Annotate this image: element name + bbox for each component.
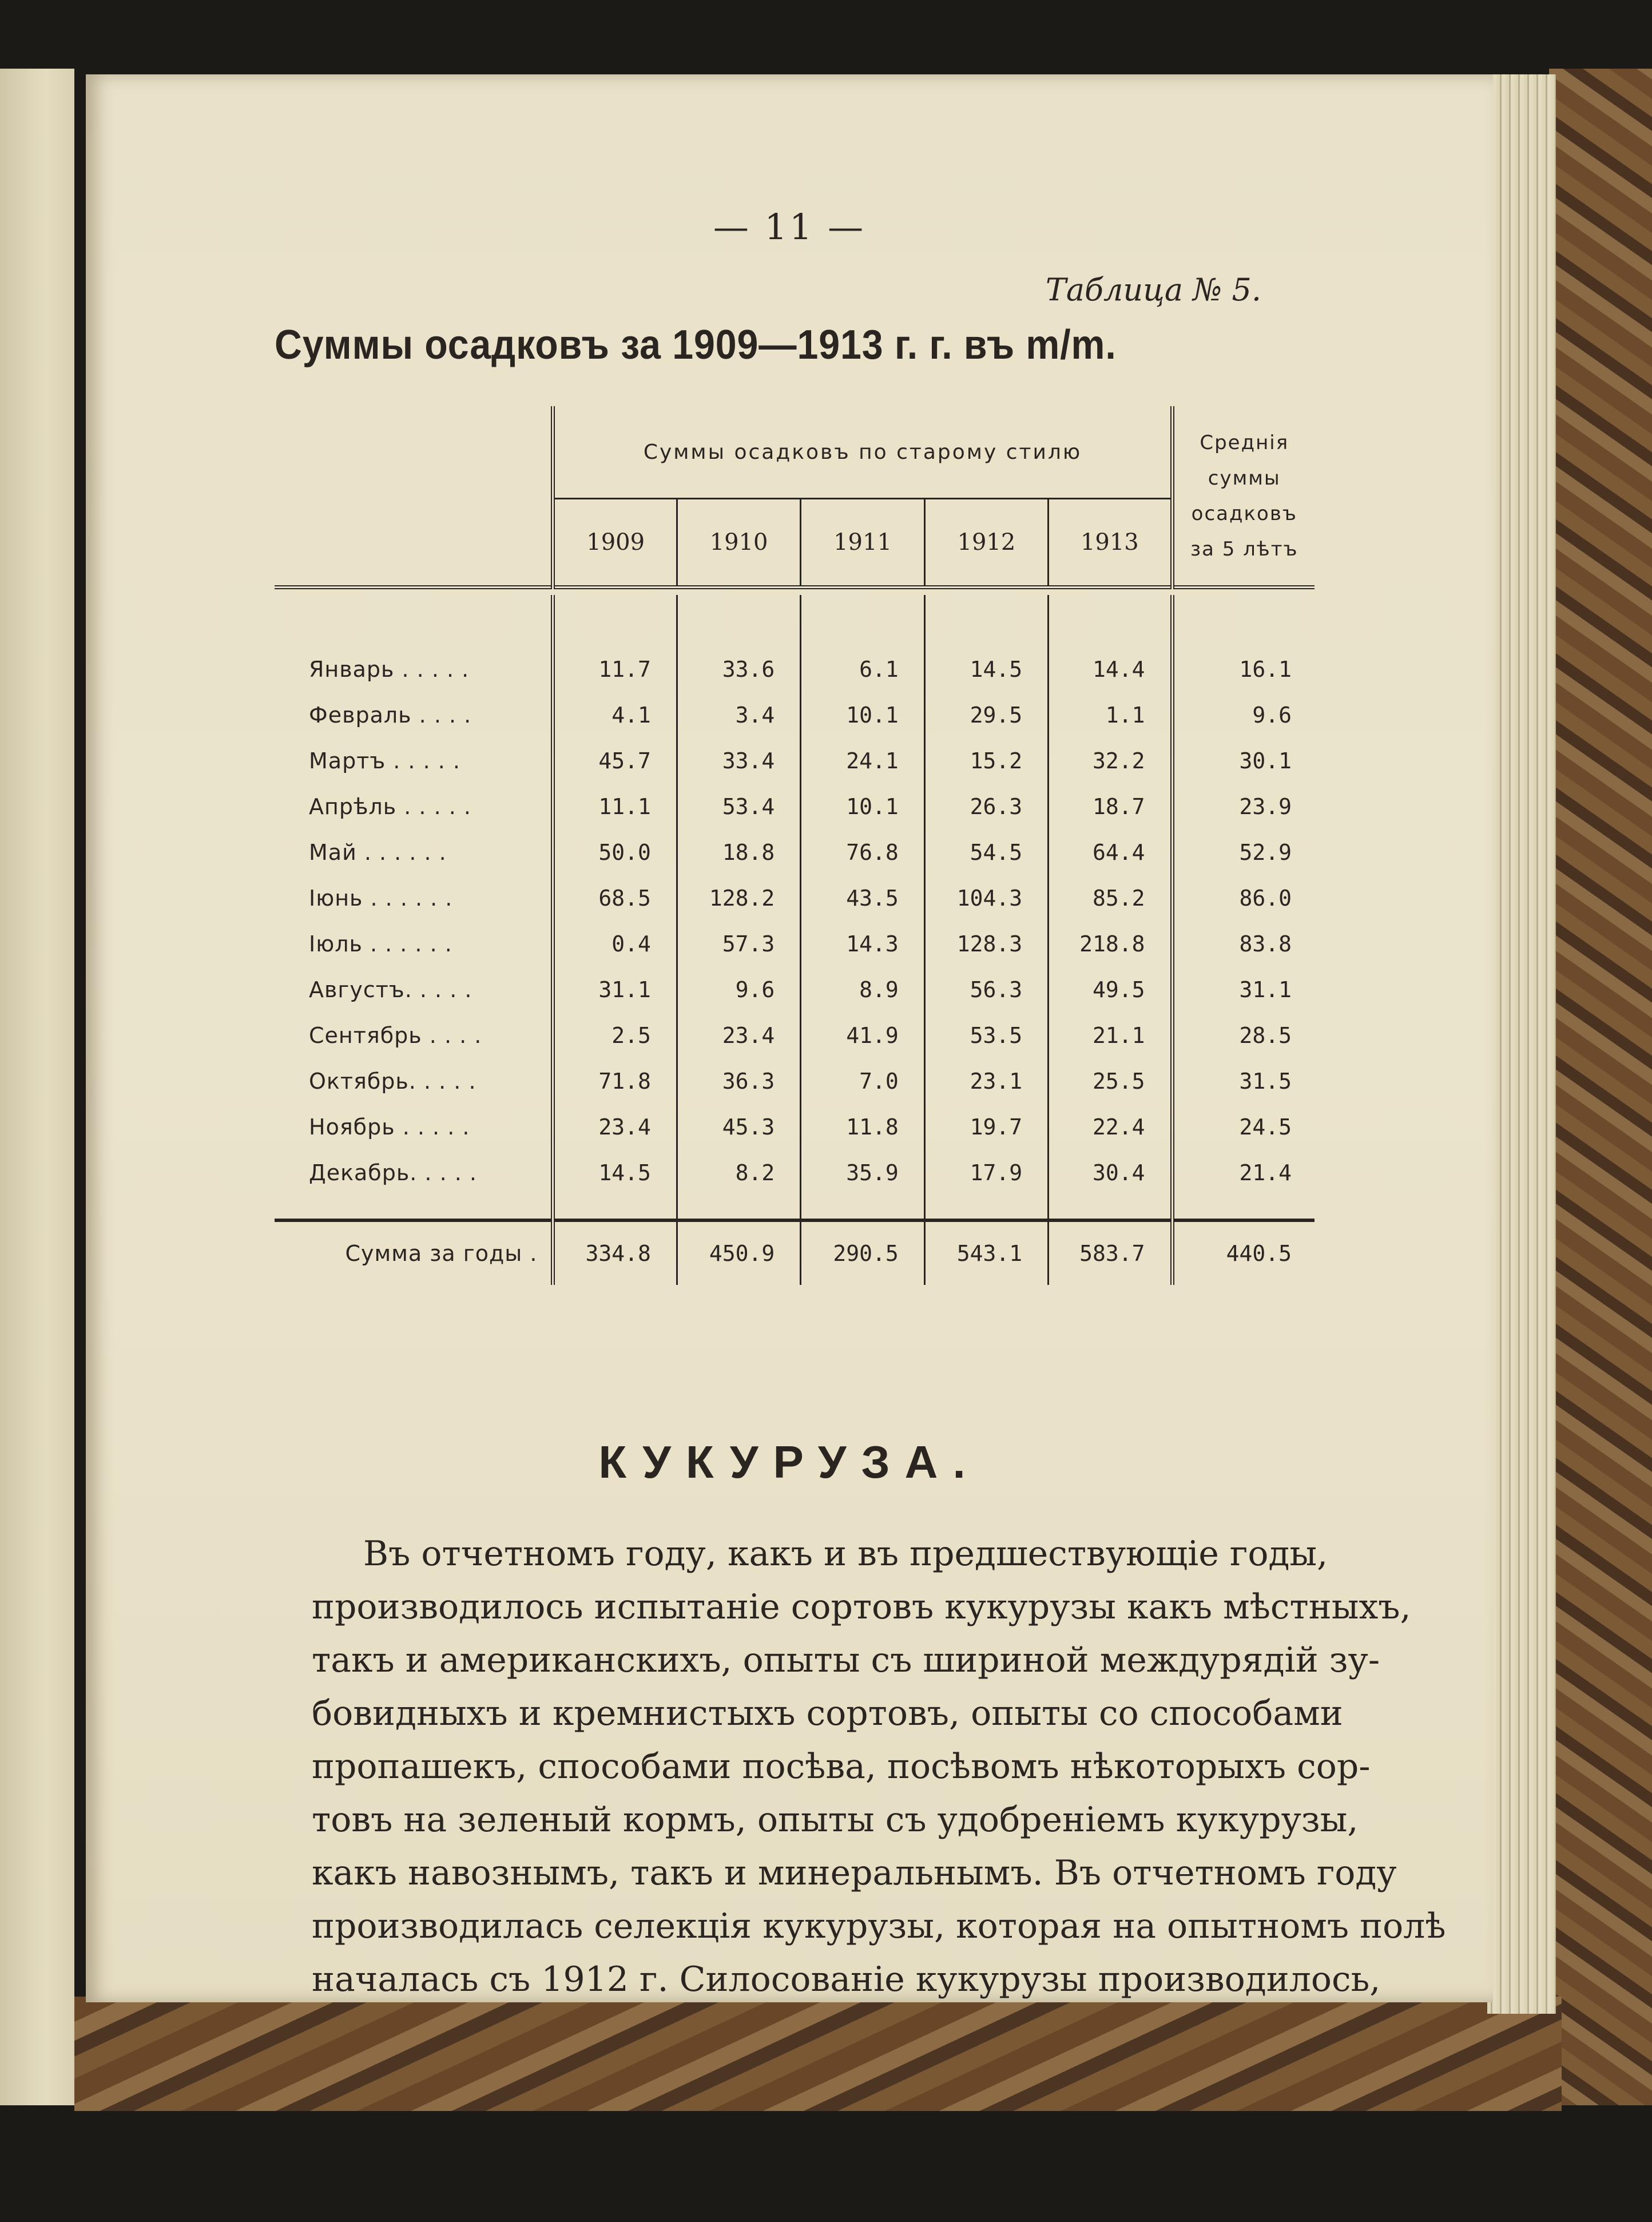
table-row xyxy=(275,692,1315,738)
mean-header-line: за 5 лѣтъ xyxy=(1190,537,1298,561)
value-cell: 25.5 xyxy=(1049,1058,1172,1104)
value-cell: 57.3 xyxy=(677,921,800,967)
value-cell: 9.6 xyxy=(677,967,800,1013)
year-header: 1913 xyxy=(1049,499,1172,588)
month-cell: Октябрь. . . . . xyxy=(275,1058,553,1104)
month-cell: Февраль . . . . xyxy=(275,692,553,738)
value-cell: 29.5 xyxy=(924,692,1048,738)
value-cell: 128.3 xyxy=(924,921,1048,967)
month-cell: Мартъ . . . . . xyxy=(275,738,553,784)
value-cell: 45.3 xyxy=(677,1104,800,1150)
text-line: производилась селекція кукурузы, которая на опытномъ полѣ xyxy=(312,1906,1446,1946)
year-header: 1910 xyxy=(677,499,800,588)
value-cell: 17.9 xyxy=(924,1150,1048,1196)
text-line: пропашекъ, способами посѣва, посѣвомъ нѣкоторыхъ сор- xyxy=(312,1747,1371,1787)
section-title: КУКУРУЗА. xyxy=(598,1437,980,1487)
table-title: Суммы осадковъ за 1909—1913 г. г. въ m/m. xyxy=(275,322,1117,368)
value-cell: 128.2 xyxy=(677,875,800,921)
table-label: Таблица № 5. xyxy=(1045,272,1261,308)
value-cell: 64.4 xyxy=(1049,830,1172,875)
total-value: 290.5 xyxy=(801,1220,924,1285)
value-cell: 68.5 xyxy=(598,886,651,911)
text-line: началась съ 1912 г. Силосованіе кукурузы производилось, xyxy=(312,1959,1381,1999)
month-cell: Іюль . . . . . . xyxy=(275,921,553,967)
value-cell: 14.5 xyxy=(598,1160,651,1185)
value-cell: 11.1 xyxy=(598,794,651,819)
value-cell: 3.4 xyxy=(677,692,800,738)
month-cell: Январь . . . . . xyxy=(275,646,553,692)
mean-header-line: Среднія xyxy=(1200,431,1289,454)
body-paragraph xyxy=(312,1527,1446,2006)
total-value: 334.8 xyxy=(585,1241,651,1266)
stub-header xyxy=(275,406,553,588)
value-cell: 21.1 xyxy=(1049,1013,1172,1058)
book-page xyxy=(86,74,1493,2002)
value-cell: 76.8 xyxy=(801,830,924,875)
value-cell: 14.3 xyxy=(801,921,924,967)
facing-page-edge xyxy=(0,69,74,2105)
value-cell: 33.6 xyxy=(677,646,800,692)
text-line: какъ навознымъ, такъ и минеральнымъ. Въ отчетномъ году xyxy=(312,1853,1397,1893)
total-value: 450.9 xyxy=(677,1220,800,1285)
value-cell: 11.8 xyxy=(801,1104,924,1150)
value-cell: 41.9 xyxy=(801,1013,924,1058)
mean-cell: 9.6 xyxy=(1172,692,1315,738)
precipitation-table xyxy=(275,406,1315,1285)
value-cell: 30.4 xyxy=(1049,1150,1172,1196)
table-row xyxy=(275,830,1315,875)
mean-cell: 83.8 xyxy=(1172,921,1315,967)
total-mean: 440.5 xyxy=(1172,1220,1315,1285)
mean-cell: 86.0 xyxy=(1172,875,1315,921)
value-cell: 43.5 xyxy=(801,875,924,921)
mean-header-line: осадковъ xyxy=(1191,502,1297,525)
table-row xyxy=(275,1058,1315,1104)
text-line: товъ на зеленый кормъ, опыты съ удобреніемъ кукурузы, xyxy=(312,1800,1359,1840)
value-cell: 18.8 xyxy=(677,830,800,875)
value-cell: 10.1 xyxy=(801,784,924,830)
mean-cell: 28.5 xyxy=(1172,1013,1315,1058)
cloth-binding-right xyxy=(1549,69,1652,2105)
mean-cell: 30.1 xyxy=(1172,738,1315,784)
value-cell: 23.4 xyxy=(598,1114,651,1140)
value-cell: 7.0 xyxy=(801,1058,924,1104)
page-number: — 11 — xyxy=(713,206,866,248)
value-cell: 85.2 xyxy=(1049,875,1172,921)
month-cell: Апрѣль . . . . . xyxy=(275,784,553,830)
table-row xyxy=(275,921,1315,967)
value-cell: 53.5 xyxy=(924,1013,1048,1058)
value-cell: 10.1 xyxy=(801,692,924,738)
value-cell: 4.1 xyxy=(611,703,651,728)
page-edges xyxy=(1487,74,1556,2014)
total-row xyxy=(275,1220,1315,1285)
mean-cell: 31.1 xyxy=(1172,967,1315,1013)
value-cell: 36.3 xyxy=(677,1058,800,1104)
table-row xyxy=(275,646,1315,692)
table-row xyxy=(275,1013,1315,1058)
total-label: Сумма за годы . xyxy=(275,1220,553,1285)
month-cell: Августъ. . . . . xyxy=(275,967,553,1013)
text-line: производилось испытаніе сортовъ кукурузы какъ мѣстныхъ, xyxy=(312,1587,1411,1627)
year-header: 1911 xyxy=(801,499,924,588)
value-cell: 14.4 xyxy=(1049,646,1172,692)
value-cell: 35.9 xyxy=(801,1150,924,1196)
value-cell: 56.3 xyxy=(924,967,1048,1013)
value-cell: 31.1 xyxy=(598,977,651,1002)
mean-cell: 21.4 xyxy=(1172,1150,1315,1196)
value-cell: 23.1 xyxy=(924,1058,1048,1104)
month-cell: Ноябрь . . . . . xyxy=(275,1104,553,1150)
total-value: 543.1 xyxy=(924,1220,1048,1285)
table-body xyxy=(275,646,1315,1196)
value-cell: 14.5 xyxy=(924,646,1048,692)
text-line: бовидныхъ и кремнистыхъ сортовъ, опыты со способами xyxy=(312,1693,1343,1733)
value-cell: 45.7 xyxy=(598,748,651,773)
value-cell: 218.8 xyxy=(1049,921,1172,967)
value-cell: 19.7 xyxy=(924,1104,1048,1150)
mean-cell: 31.5 xyxy=(1172,1058,1315,1104)
mean-cell: 24.5 xyxy=(1172,1104,1315,1150)
month-cell: Май . . . . . . xyxy=(275,830,553,875)
table-row xyxy=(275,784,1315,830)
value-cell: 24.1 xyxy=(801,738,924,784)
super-header: Суммы осадковъ по старому стилю xyxy=(553,406,1172,499)
value-cell: 26.3 xyxy=(924,784,1048,830)
text-line: такъ и американскихъ, опыты съ шириной междурядій зу- xyxy=(312,1640,1380,1680)
value-cell: 54.5 xyxy=(924,830,1048,875)
value-cell: 50.0 xyxy=(598,840,651,865)
table-row xyxy=(275,967,1315,1013)
value-cell: 8.2 xyxy=(677,1150,800,1196)
value-cell: 104.3 xyxy=(924,875,1048,921)
table-row xyxy=(275,1104,1315,1150)
value-cell: 6.1 xyxy=(801,646,924,692)
value-cell: 23.4 xyxy=(677,1013,800,1058)
month-cell: Декабрь. . . . . xyxy=(275,1150,553,1196)
month-cell: Сентябрь . . . . xyxy=(275,1013,553,1058)
value-cell: 8.9 xyxy=(801,967,924,1013)
value-cell: 33.4 xyxy=(677,738,800,784)
value-cell: 22.4 xyxy=(1049,1104,1172,1150)
mean-cell: 52.9 xyxy=(1172,830,1315,875)
table-row xyxy=(275,1150,1315,1196)
value-cell: 11.7 xyxy=(598,657,651,682)
cloth-binding-bottom xyxy=(74,1997,1562,2111)
value-cell: 15.2 xyxy=(924,738,1048,784)
value-cell: 49.5 xyxy=(1049,967,1172,1013)
mean-cell: 23.9 xyxy=(1172,784,1315,830)
value-cell: 2.5 xyxy=(611,1023,651,1048)
total-value: 583.7 xyxy=(1049,1220,1172,1285)
value-cell: 18.7 xyxy=(1049,784,1172,830)
year-header: 1909 xyxy=(586,529,645,556)
table-row xyxy=(275,738,1315,784)
mean-header xyxy=(1172,406,1315,588)
text-line: Въ отчетномъ году, какъ и въ предшествующіе годы, xyxy=(363,1534,1328,1574)
value-cell: 1.1 xyxy=(1049,692,1172,738)
table-row xyxy=(275,875,1315,921)
month-cell: Іюнь . . . . . . xyxy=(275,875,553,921)
mean-header-line: суммы xyxy=(1208,466,1281,490)
value-cell: 53.4 xyxy=(677,784,800,830)
value-cell: 32.2 xyxy=(1049,738,1172,784)
mean-cell: 16.1 xyxy=(1172,646,1315,692)
year-header: 1912 xyxy=(924,499,1048,588)
value-cell: 0.4 xyxy=(611,931,651,957)
value-cell: 71.8 xyxy=(598,1069,651,1094)
